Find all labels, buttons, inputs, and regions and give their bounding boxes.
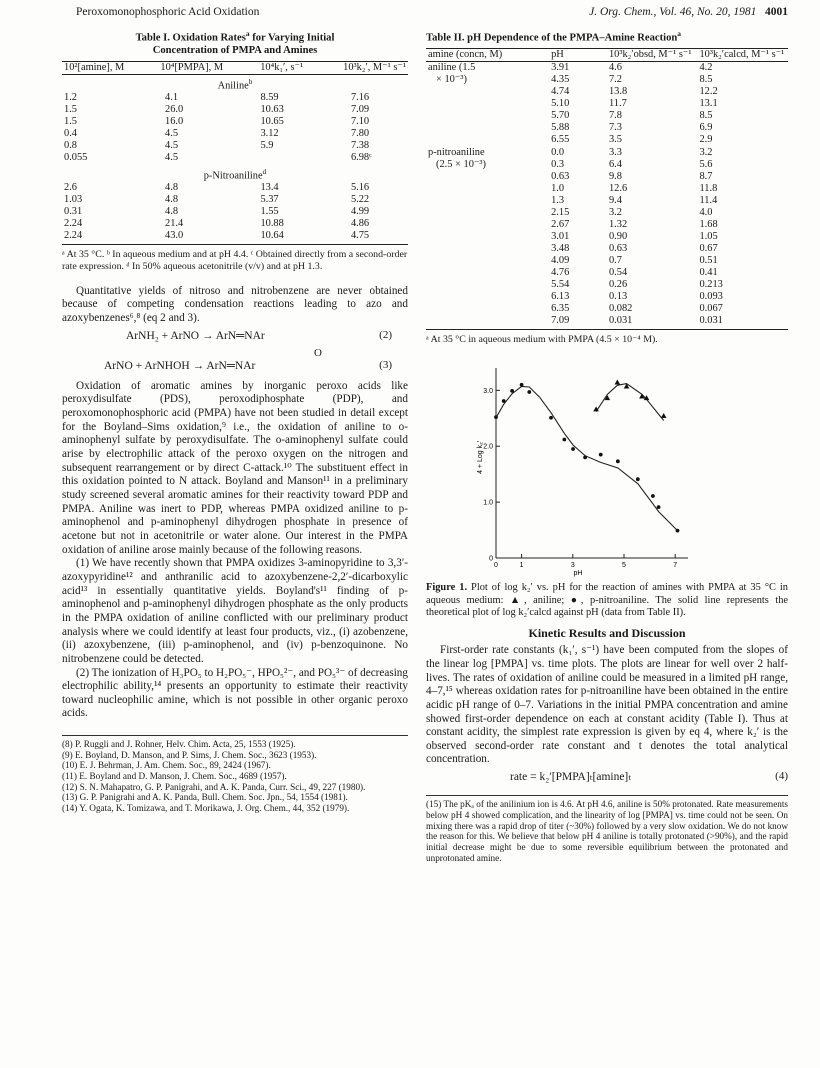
table-row xyxy=(62,92,408,104)
table2-cell: 9.8 xyxy=(608,170,622,182)
table2-cell: 6.13 xyxy=(551,291,570,303)
table1-cell: 0.8 xyxy=(64,140,77,152)
table1-cell: 4.8 xyxy=(165,194,179,206)
table1-cell: 7.10 xyxy=(350,116,370,128)
table2-cell: 5.10 xyxy=(551,98,570,110)
table-row xyxy=(426,159,788,171)
table1-cell: 4.8 xyxy=(165,182,179,194)
nitroaniline-point xyxy=(520,383,524,387)
table-row xyxy=(426,207,788,219)
table2-col-calcd: 10³k₂′calcd, M⁻¹ s⁻¹ xyxy=(699,49,785,61)
table2-cell: 0.63 xyxy=(551,170,570,182)
table1-caption-sup: a xyxy=(245,29,250,38)
table-row xyxy=(426,291,788,303)
table-row xyxy=(426,86,788,98)
table2-amine-cell: aniline (1.5 xyxy=(428,62,476,74)
table1-cell: 2.24 xyxy=(64,230,83,242)
table2-caption-text: Table II. pH Dependence of the PMPA–Amine Reaction xyxy=(426,32,678,44)
table2-cell: 4.6 xyxy=(608,62,622,74)
nitroaniline-point xyxy=(599,453,603,457)
reference-item: (10) E. J. Behrman, J. Am. Chem. Soc., 89, 2424 (1967). xyxy=(62,760,271,771)
table2-amine-cell xyxy=(426,219,549,231)
table-row xyxy=(426,171,788,183)
paragraph-kinetic-results: First-order rate constants (k₁′, s⁻¹) have been computed from the slopes of the linear log [PMPA] vs. time plots. The plots are linear for well over 2 half-lives. The rates of oxidation of aniline could be measured in a limited pH range, 4–7,¹⁵ whereas oxidation rates for p-nitroaniline have been obtained in the entire acidic pH range of 0–7. Variations in the initial PMPA concentration and amine showed first-order dependence on each at constant acidity (Table I). Thus at constant acidity, the simplest rate expression is given by eq 4, where k₂′ is the observed second-order rate constant and t denotes the total analytical concentration. xyxy=(426,644,788,766)
reference-item: (8) P. Ruggli and J. Rohner, Helv. Chim. Acta, 25, 1553 (1925). xyxy=(62,739,296,750)
table1-cell: 26.0 xyxy=(165,104,184,116)
table1-footnote: ᵃ At 35 °C. ᵇ In aqueous medium and at pH 4.4. ᶜ Obtained directly from a second-order rate expression. ᵈ In 50% aqueous acetonitrile (v/v) and at pH 1.3. xyxy=(62,249,408,273)
table1-cell: 1.2 xyxy=(64,92,77,104)
y-tick-label: 1.0 xyxy=(483,499,493,507)
equation-4 xyxy=(426,767,788,787)
y-axis-label: 4 + Log k₂′ xyxy=(477,441,484,475)
table1-col-pmpa: 10⁴[PMPA], M xyxy=(160,61,224,73)
table-row xyxy=(426,183,788,195)
table1-cell: 7.09 xyxy=(350,104,370,116)
table2-cell: 2.15 xyxy=(551,206,570,218)
table1-cell: 1.55 xyxy=(260,206,279,218)
table2-amine-cell xyxy=(426,134,549,146)
reference-item: (14) Y. Ogata, K. Tomizawa, and T. Morikawa, J. Org. Chem., 44, 352 (1979). xyxy=(62,803,350,814)
table1-cell: 1.03 xyxy=(64,194,83,206)
section-heading: Kinetic Results and Discussion xyxy=(528,625,686,640)
table1-header-row xyxy=(62,61,408,74)
table2-cell: 1.3 xyxy=(551,194,565,206)
table-row xyxy=(426,62,788,75)
table2-cell: 0.067 xyxy=(699,303,723,315)
x-tick-label: 7 xyxy=(673,562,678,570)
figure-1-caption xyxy=(426,582,788,619)
table-row xyxy=(62,230,408,242)
table1-group-name: p-Nitroaniline xyxy=(203,169,263,181)
nitroaniline-point xyxy=(651,494,655,498)
aniline-point xyxy=(615,380,621,385)
table1-caption xyxy=(62,30,408,58)
table2-amine-cell: p-nitroaniline xyxy=(428,146,485,158)
table2-cell: 7.3 xyxy=(608,122,622,134)
table2-cell: 0.213 xyxy=(699,279,723,291)
table2-cell: 0.51 xyxy=(699,255,718,267)
table2-cell: 12.2 xyxy=(699,86,718,98)
table-row xyxy=(426,219,788,231)
table2-cell: 0.093 xyxy=(699,291,723,303)
references-list xyxy=(62,735,408,814)
table1-cell: 8.59 xyxy=(260,92,279,104)
table2-cell: 1.0 xyxy=(551,182,565,194)
table1-cell: 7.38 xyxy=(350,140,370,152)
equation-2-number: (2) xyxy=(379,328,392,341)
table1-cell: 5.37 xyxy=(260,194,279,206)
equation-2 xyxy=(62,326,408,346)
table1-cell: 10.63 xyxy=(260,104,284,116)
table-row xyxy=(62,206,408,218)
running-head-journal xyxy=(589,6,788,18)
table2-amine-cell xyxy=(426,267,549,279)
reference-item: (9) E. Boyland, D. Manson, and P. Sims, J. Chem. Soc., 3623 (1953). xyxy=(62,749,317,760)
figure-1-plot xyxy=(426,360,788,582)
table-row xyxy=(426,303,788,315)
table2-cell: 4.76 xyxy=(551,267,570,279)
table1-cell: 4.8 xyxy=(165,206,179,218)
reference-item: (13) G. P. Panigrahi and A. K. Panda, Bull. Chem. Soc. Jpn., 54, 1554 (1981). xyxy=(62,792,348,803)
paragraph-peroxo-acids: Oxidation of aromatic amines by inorganic peroxo acids like peroxydisulfate (PDS), peroxodiphosphate (PDP), and peroxomonophosphoric acid (PMPA) have not been studied in detail except for the Boyland–Sims oxidation,⁹ i.e., the oxidation of aniline to o-aminophenyl sulfate by peroxydisulfate. The o-aminophenyl sulfate could arise by electrophilic attack of the peroxo oxygen on the nitrogen and subsequent rearrangement or by direct C-attack.¹⁰ The substituent effect in this oxidation pointed to N attack. Boyland and Manson¹¹ in a preliminary study screened several aromatic amines for their reactivity toward PDP and PMPA. Aniline was inert to PDP, whereas PMPA oxidized aniline to p-aminophenol and p-aminophenyl dihydrogen phosphate in presence of acetone but not in acetonitrile or water alone. Our interest in the PMPA oxidation of aniline arose mainly because of the following reasons. xyxy=(62,379,408,556)
table1-caption-text: Table I. Oxidation Rates xyxy=(135,32,246,44)
table1-body xyxy=(62,74,408,242)
table2-cell: 11.7 xyxy=(608,98,627,110)
nitroaniline-point xyxy=(676,529,680,533)
table2-cell: 9.4 xyxy=(608,194,622,206)
equation-3 xyxy=(62,359,408,376)
table1-cell: 4.75 xyxy=(350,230,370,242)
reference-item: (11) E. Boyland and D. Manson, J. Chem. Soc., 4689 (1957). xyxy=(62,771,287,782)
equation-4-text: rate = k₂′[PMPA]ₜ[amine]ₜ xyxy=(510,771,632,784)
table1-cell: 7.80 xyxy=(350,128,370,140)
table2-cell: 5.6 xyxy=(699,158,713,170)
table-row xyxy=(426,98,788,110)
table2-cell: 13.1 xyxy=(699,98,718,110)
table-row xyxy=(62,218,408,230)
theoretical-curve xyxy=(596,384,664,421)
table2-footnote: ᵃ At 35 °C in aqueous medium with PMPA (4.5 × 10⁻⁴ M). xyxy=(426,334,658,346)
x-axis-label: pH xyxy=(573,570,583,578)
paragraph-condensation: Quantitative yields of nitroso and nitrobenzene are never obtained because of competing condensation reactions leading to azo and azoxybenzenes⁶,⁸ (eq 2 and 3). xyxy=(62,284,408,325)
table2-cell: 3.01 xyxy=(551,230,570,242)
table2-amine-cell xyxy=(426,291,549,303)
table1-cell xyxy=(238,152,325,164)
table2-amine-cell xyxy=(426,86,549,98)
table2-cell: 6.55 xyxy=(551,134,570,146)
table2-amine-cell xyxy=(426,98,549,110)
table1-cell: 0.4 xyxy=(64,128,77,140)
table2-cell: 0.3 xyxy=(551,158,565,170)
x-tick-label: 1 xyxy=(519,562,524,570)
table1-cell: 2.6 xyxy=(64,182,77,194)
table1 xyxy=(62,61,408,243)
table2-cell: 0.26 xyxy=(608,279,628,291)
table-row xyxy=(426,110,788,122)
table1-cell: 5.22 xyxy=(350,194,370,206)
table2-cell: 0.031 xyxy=(608,315,633,327)
table1-col-k2: 10³k₂′, M⁻¹ s⁻¹ xyxy=(343,61,406,73)
table2-cell: 11.8 xyxy=(699,182,718,194)
paragraph-reason-2: (2) The ionization of H₃PO₅ to H₂PO₅⁻, HPO₅²⁻, and PO₅³⁻ of decreasing electrophilic ability,¹⁴ presents an opportunity to estimate their reactivity toward nucleophilic amine, which is not possible in other organic peroxo acids. xyxy=(62,666,408,720)
table2-amine-cell xyxy=(426,303,549,315)
table2-cell: 0.41 xyxy=(699,267,718,279)
table2-cell: 7.2 xyxy=(608,74,622,86)
figure-1-caption-text: Plot of log k₂′ vs. pH for the reaction of amines with PMPA at 35 °C in aqueous medium: ▲, aniline; ●, p-nitroaniline. The solid line represents the theoretical plot of log k₂′calcd against pH (data from Table II). xyxy=(426,582,788,619)
table-row xyxy=(62,116,408,128)
table2-cell: 11.4 xyxy=(699,194,718,206)
table1-cell: 4.86 xyxy=(350,218,370,230)
table-row xyxy=(62,152,408,164)
table2-cell: 3.3 xyxy=(608,146,622,158)
table2-amine-cell xyxy=(426,315,549,327)
table2-cell: 5.54 xyxy=(551,279,570,291)
table2-header-row xyxy=(426,49,788,62)
nitroaniline-point xyxy=(502,399,506,403)
table2-cell: 7.8 xyxy=(608,110,622,122)
nitroaniline-point xyxy=(549,416,553,420)
table1-cell: 3.12 xyxy=(260,128,279,140)
theoretical-curve xyxy=(496,387,678,531)
table2-amine-cell xyxy=(426,207,549,219)
table2-cell: 5.70 xyxy=(551,110,570,122)
table2-caption-sup: a xyxy=(677,29,681,38)
table2-cell: 4.2 xyxy=(699,62,713,74)
table1-cell: 2.24 xyxy=(64,218,83,230)
table1-group-label xyxy=(62,165,408,183)
table1-cell: 1.5 xyxy=(64,116,77,128)
table2-cell: 12.6 xyxy=(608,182,628,194)
table1-cell: 5.9 xyxy=(260,140,274,152)
table2-cell: 3.2 xyxy=(608,206,622,218)
journal-citation: J. Org. Chem., Vol. 46, No. 20, 1981 xyxy=(589,6,757,18)
table2-cell: 0.031 xyxy=(699,315,723,327)
equation-3-text: ArNO + ArNHOH → ArN═NAr xyxy=(104,359,256,372)
table1-cell: 13.4 xyxy=(260,182,279,194)
nitroaniline-point xyxy=(571,447,575,451)
y-tick-label: 3.0 xyxy=(483,388,493,396)
table-row xyxy=(426,267,788,279)
table2-amine-cell xyxy=(426,255,549,267)
table2-amine-cell xyxy=(426,279,549,291)
table2 xyxy=(426,48,788,327)
table2-cell: 6.9 xyxy=(699,122,713,134)
table1-cell: 5.16 xyxy=(350,182,370,194)
x-tick-label: 0 xyxy=(494,562,498,570)
nitroaniline-point xyxy=(583,456,587,460)
table2-cell: 3.91 xyxy=(551,62,570,74)
table2-cell: 4.0 xyxy=(699,206,713,218)
table1-cell: 16.0 xyxy=(165,116,184,128)
table-row xyxy=(62,140,408,152)
equation-3-number: (3) xyxy=(379,358,392,371)
table2-cell: 0.90 xyxy=(608,230,628,242)
table2-amine-cell xyxy=(426,110,549,122)
footnote-15: (15) The pKₐ of the anilinium ion is 4.6. At pH 4.6, aniline is 50% protonated. Rate measurements below pH 4 showed complication, and the linearity of log [PMPA] vs. time could not be seen. On mixing there was a rapid drop of titer (~30%) followed by a very slow oxidation. We do not know the reason for this. We believe that below pH 4 aniline is totally protonated (>90%), and the rapid initial decrease might be due to some reversible equilibrium between the protonated and unprotonated amine. xyxy=(426,795,788,863)
nitroaniline-point xyxy=(636,477,640,481)
table2-cell: 8.5 xyxy=(699,74,713,86)
nitroaniline-point xyxy=(616,460,620,464)
table2-amine-cell xyxy=(426,122,549,134)
table-row xyxy=(426,134,788,146)
table1-cell: 4.5 xyxy=(165,140,179,152)
table1-cell: 6.98ᶜ xyxy=(350,152,372,164)
table2-cell: 13.8 xyxy=(608,86,628,98)
table1-cell: 10.64 xyxy=(260,230,284,242)
table2-cell: 3.48 xyxy=(551,243,570,255)
table2-cell: 7.09 xyxy=(551,315,570,327)
table-row xyxy=(62,194,408,206)
table1-cell: 1.5 xyxy=(64,104,77,116)
table1-cell: 0.31 xyxy=(64,206,83,218)
table2-cell: 2.67 xyxy=(551,218,570,230)
x-tick-label: 5 xyxy=(622,562,626,570)
table1-cell: 4.99 xyxy=(350,206,370,218)
table2-cell: 1.32 xyxy=(608,218,628,230)
table2-cell: 4.09 xyxy=(551,255,570,267)
table1-cell: 4.5 xyxy=(165,128,179,140)
table2-amine-cell xyxy=(426,243,549,255)
table2-amine-cell xyxy=(426,195,549,207)
nitroaniline-point xyxy=(510,389,514,393)
table-row xyxy=(426,74,788,86)
table1-cell: 4.5 xyxy=(165,152,179,164)
table-row xyxy=(62,182,408,194)
table2-cell: 4.35 xyxy=(551,74,570,86)
table2-cell: 1.68 xyxy=(699,218,718,230)
table1-cell: 10.88 xyxy=(260,218,284,230)
table1-cell: 0.055 xyxy=(64,152,88,164)
table2-cell: 0.54 xyxy=(608,267,628,279)
table1-col-k1: 10⁴k₁′, s⁻¹ xyxy=(260,61,304,73)
table1-col-amine: 10²[amine], M xyxy=(64,61,125,73)
table2-cell: 0.7 xyxy=(608,255,622,267)
table2-cell: 0.63 xyxy=(608,243,628,255)
paragraph-reason-1: (1) We have recently shown that PMPA oxidizes 3-aminopyridine to 3,3′-azoxypyridine¹² and anthranilic acid to azoxybenzene-2,2′-dicarboxylic acid¹³ in essentially quantitative yields. Boyland's¹¹ finding of p-aminophenol and p-aminophenyl dihydrogen phosphate as the only products in the PMPA oxidation of aniline conflicted with our preliminary product analysis where we could identify at least four products, viz., (i) azobenzene, (ii) azoxybenzene, (iii) p-aminophenol, and (iv) p-benzoquinone. No nitrobenzene could be detected. xyxy=(62,557,408,665)
table2-cell: 8.5 xyxy=(699,110,713,122)
equation-3-oxygen: O xyxy=(314,346,322,359)
figure-1-label: Figure 1. xyxy=(426,582,468,594)
table2-col-obsd: 10³k₂′obsd, M⁻¹ s⁻¹ xyxy=(608,49,692,61)
table2-amine-cell: × 10⁻³) xyxy=(436,74,467,86)
page-number: 4001 xyxy=(765,6,788,18)
table1-cell: 21.4 xyxy=(165,218,184,230)
table1-group-sup: d xyxy=(262,167,267,176)
table2-cell: 3.5 xyxy=(608,134,622,146)
table1-group-row xyxy=(62,74,408,92)
running-head-title: Peroxomonophosphoric Acid Oxidation xyxy=(76,6,260,18)
table2-amine-cell xyxy=(426,231,549,243)
table2-cell: 0.082 xyxy=(608,303,633,315)
table2-amine-cell: (2.5 × 10⁻³) xyxy=(436,158,486,170)
x-tick-label: 3 xyxy=(570,562,575,570)
table2-cell: 6.4 xyxy=(608,158,622,170)
table2-caption xyxy=(426,30,788,45)
table2-cell: 8.7 xyxy=(699,170,713,182)
table1-group-name: Aniline xyxy=(217,80,249,92)
aniline-point xyxy=(661,413,667,418)
table-row xyxy=(426,231,788,243)
table-row xyxy=(426,147,788,159)
table2-body xyxy=(426,62,788,328)
table2-col-amine: amine (concn, M) xyxy=(428,49,503,61)
table1-caption-text-b: for Varying Initial xyxy=(249,32,335,44)
table2-col-ph: pH xyxy=(551,49,564,61)
nitroaniline-point xyxy=(527,390,531,394)
table-row xyxy=(62,104,408,116)
table-row xyxy=(426,279,788,291)
table1-cell: 10.65 xyxy=(260,116,284,128)
left-column xyxy=(62,30,408,814)
table2-amine-cell xyxy=(426,171,549,183)
reference-item: (12) S. N. Mahapatro, G. P. Panigrahi, and A. K. Panda, Curr. Sci., 49, 227 (1980). xyxy=(62,781,366,792)
table1-group-row xyxy=(62,165,408,183)
table2-amine-cell xyxy=(426,183,549,195)
figure-1 xyxy=(426,360,788,582)
table1-cell: 7.16 xyxy=(350,92,370,104)
table1-cell: 43.0 xyxy=(165,230,184,242)
table-row xyxy=(426,255,788,267)
table2-cell: 3.2 xyxy=(699,146,713,158)
right-column xyxy=(426,30,788,863)
table-row xyxy=(62,128,408,140)
equation-2-text: ArNH₂ + ArNO → ArN═NAr xyxy=(126,329,265,342)
equation-4-number: (4) xyxy=(775,770,788,783)
table-row xyxy=(426,243,788,255)
table-row xyxy=(426,195,788,207)
table2-cell: 6.35 xyxy=(551,303,570,315)
table2-cell: 4.74 xyxy=(551,86,570,98)
table2-cell: 2.9 xyxy=(699,134,713,146)
nitroaniline-point xyxy=(562,438,566,442)
y-tick-label: 2.0 xyxy=(483,443,493,451)
table2-cell: 0.67 xyxy=(699,243,718,255)
y-tick-label: 0 xyxy=(489,555,493,563)
nitroaniline-point xyxy=(657,505,661,509)
table1-group-sup: b xyxy=(248,77,253,86)
nitroaniline-point xyxy=(494,415,498,419)
table-row xyxy=(426,315,788,327)
table1-group-label xyxy=(62,74,408,92)
table-row xyxy=(426,122,788,134)
table2-cell: 1.05 xyxy=(699,230,718,242)
table1-cell: 4.1 xyxy=(165,92,179,104)
table2-cell: 5.88 xyxy=(551,122,570,134)
table1-caption-line2: Concentration of PMPA and Amines xyxy=(152,45,318,57)
table2-cell: 0.13 xyxy=(608,291,628,303)
table2-cell: 0.0 xyxy=(551,146,565,158)
